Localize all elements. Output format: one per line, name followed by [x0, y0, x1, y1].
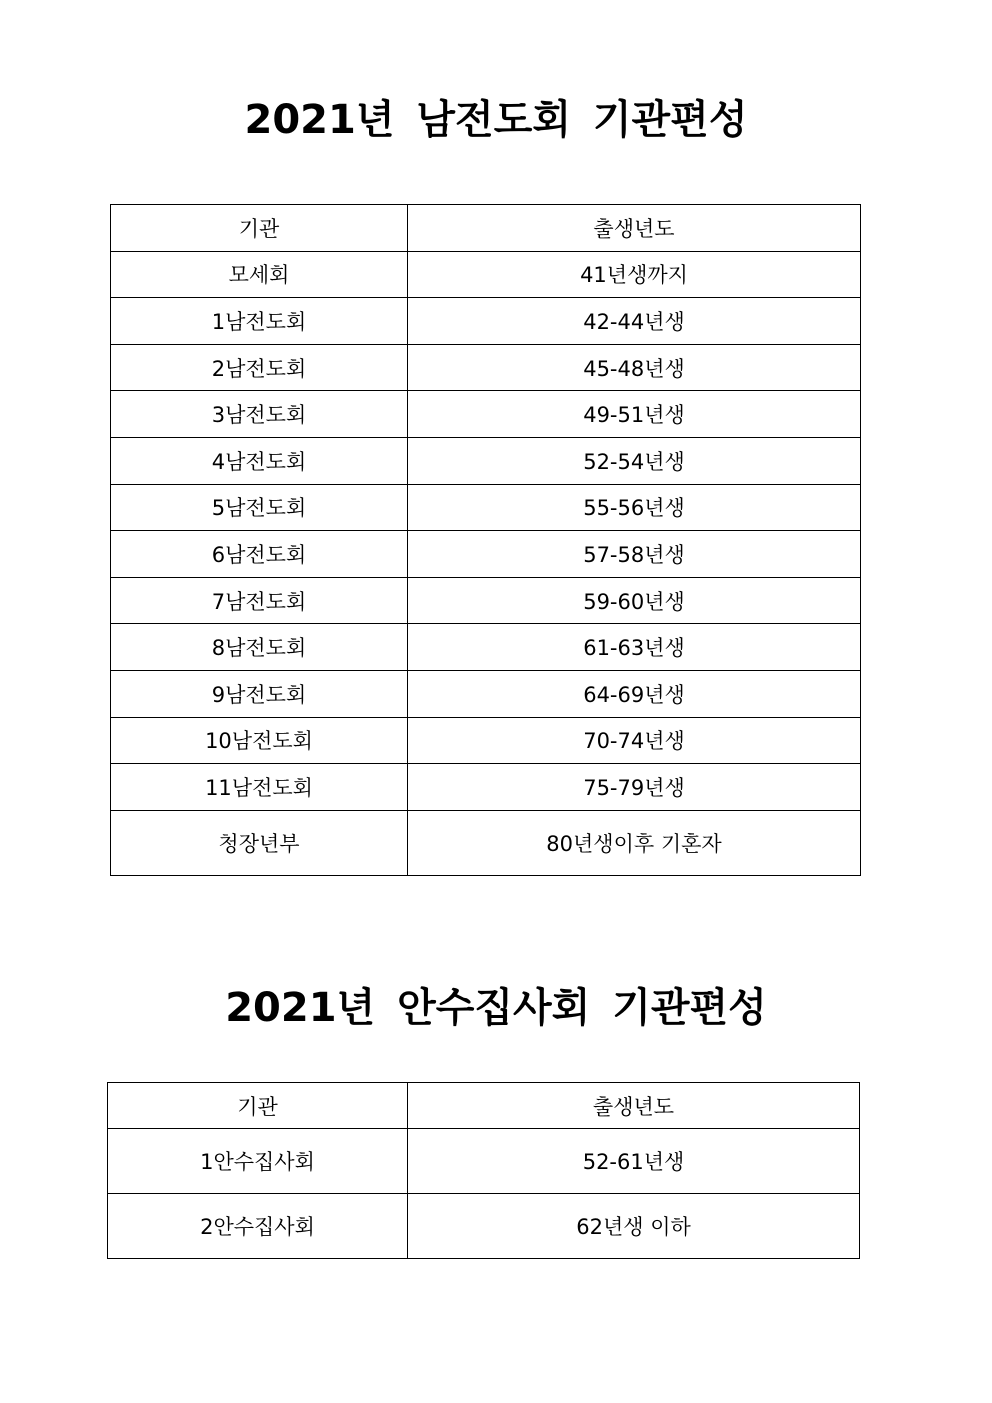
- table-row: [111, 344, 861, 391]
- table-row: [111, 437, 861, 484]
- birth-year-cell: 42-44년생: [408, 298, 861, 345]
- table-row: [111, 391, 861, 438]
- org-cell: 1남전도회: [111, 298, 408, 345]
- header-birth-year: 출생년도: [408, 205, 861, 252]
- table-header-row: [108, 1083, 860, 1129]
- table-row: [111, 298, 861, 345]
- birth-year-cell: 49-51년생: [408, 391, 861, 438]
- birth-year-cell: 64-69년생: [408, 670, 861, 717]
- header-birth-year: 출생년도: [408, 1083, 860, 1129]
- org-cell: 6남전도회: [111, 531, 408, 578]
- table-row: [111, 670, 861, 717]
- birth-year-cell: 75-79년생: [408, 764, 861, 811]
- org-cell: 3남전도회: [111, 391, 408, 438]
- org-cell: 1안수집사회: [108, 1129, 408, 1194]
- birth-year-cell: 52-61년생: [408, 1129, 860, 1194]
- birth-year-cell: 62년생 이하: [408, 1194, 860, 1259]
- org-cell: 9남전도회: [111, 670, 408, 717]
- org-cell: 2남전도회: [111, 344, 408, 391]
- birth-year-cell: 55-56년생: [408, 484, 861, 531]
- org-cell: 모세회: [111, 251, 408, 298]
- table-header-row: [111, 205, 861, 252]
- org-cell: 10남전도회: [111, 717, 408, 764]
- org-cell: 4남전도회: [111, 437, 408, 484]
- table-row: [108, 1129, 860, 1194]
- header-org: 기관: [108, 1083, 408, 1129]
- org-cell: 청장년부: [111, 810, 408, 875]
- birth-year-cell: 59-60년생: [408, 577, 861, 624]
- table-row: [111, 624, 861, 671]
- birth-year-cell: 45-48년생: [408, 344, 861, 391]
- birth-year-cell: 57-58년생: [408, 531, 861, 578]
- men-mission-title: 2021년 남전도회 기관편성: [244, 97, 748, 143]
- org-cell: 11남전도회: [111, 764, 408, 811]
- deacon-council-table: [107, 1082, 860, 1259]
- men-mission-table: [110, 204, 861, 876]
- birth-year-cell: 61-63년생: [408, 624, 861, 671]
- org-cell: 7남전도회: [111, 577, 408, 624]
- birth-year-cell: 41년생까지: [408, 251, 861, 298]
- org-cell: 5남전도회: [111, 484, 408, 531]
- table-row: [111, 764, 861, 811]
- table-row: [111, 810, 861, 875]
- table-row: [111, 251, 861, 298]
- birth-year-cell: 52-54년생: [408, 437, 861, 484]
- table-row: [111, 717, 861, 764]
- table-row: [111, 531, 861, 578]
- org-cell: 2안수집사회: [108, 1194, 408, 1259]
- org-cell: 8남전도회: [111, 624, 408, 671]
- deacon-council-title: 2021년 안수집사회 기관편성: [225, 985, 767, 1031]
- header-org: 기관: [111, 205, 408, 252]
- birth-year-cell: 80년생이후 기혼자: [408, 810, 861, 875]
- birth-year-cell: 70-74년생: [408, 717, 861, 764]
- table-row: [111, 484, 861, 531]
- table-row: [108, 1194, 860, 1259]
- table-row: [111, 577, 861, 624]
